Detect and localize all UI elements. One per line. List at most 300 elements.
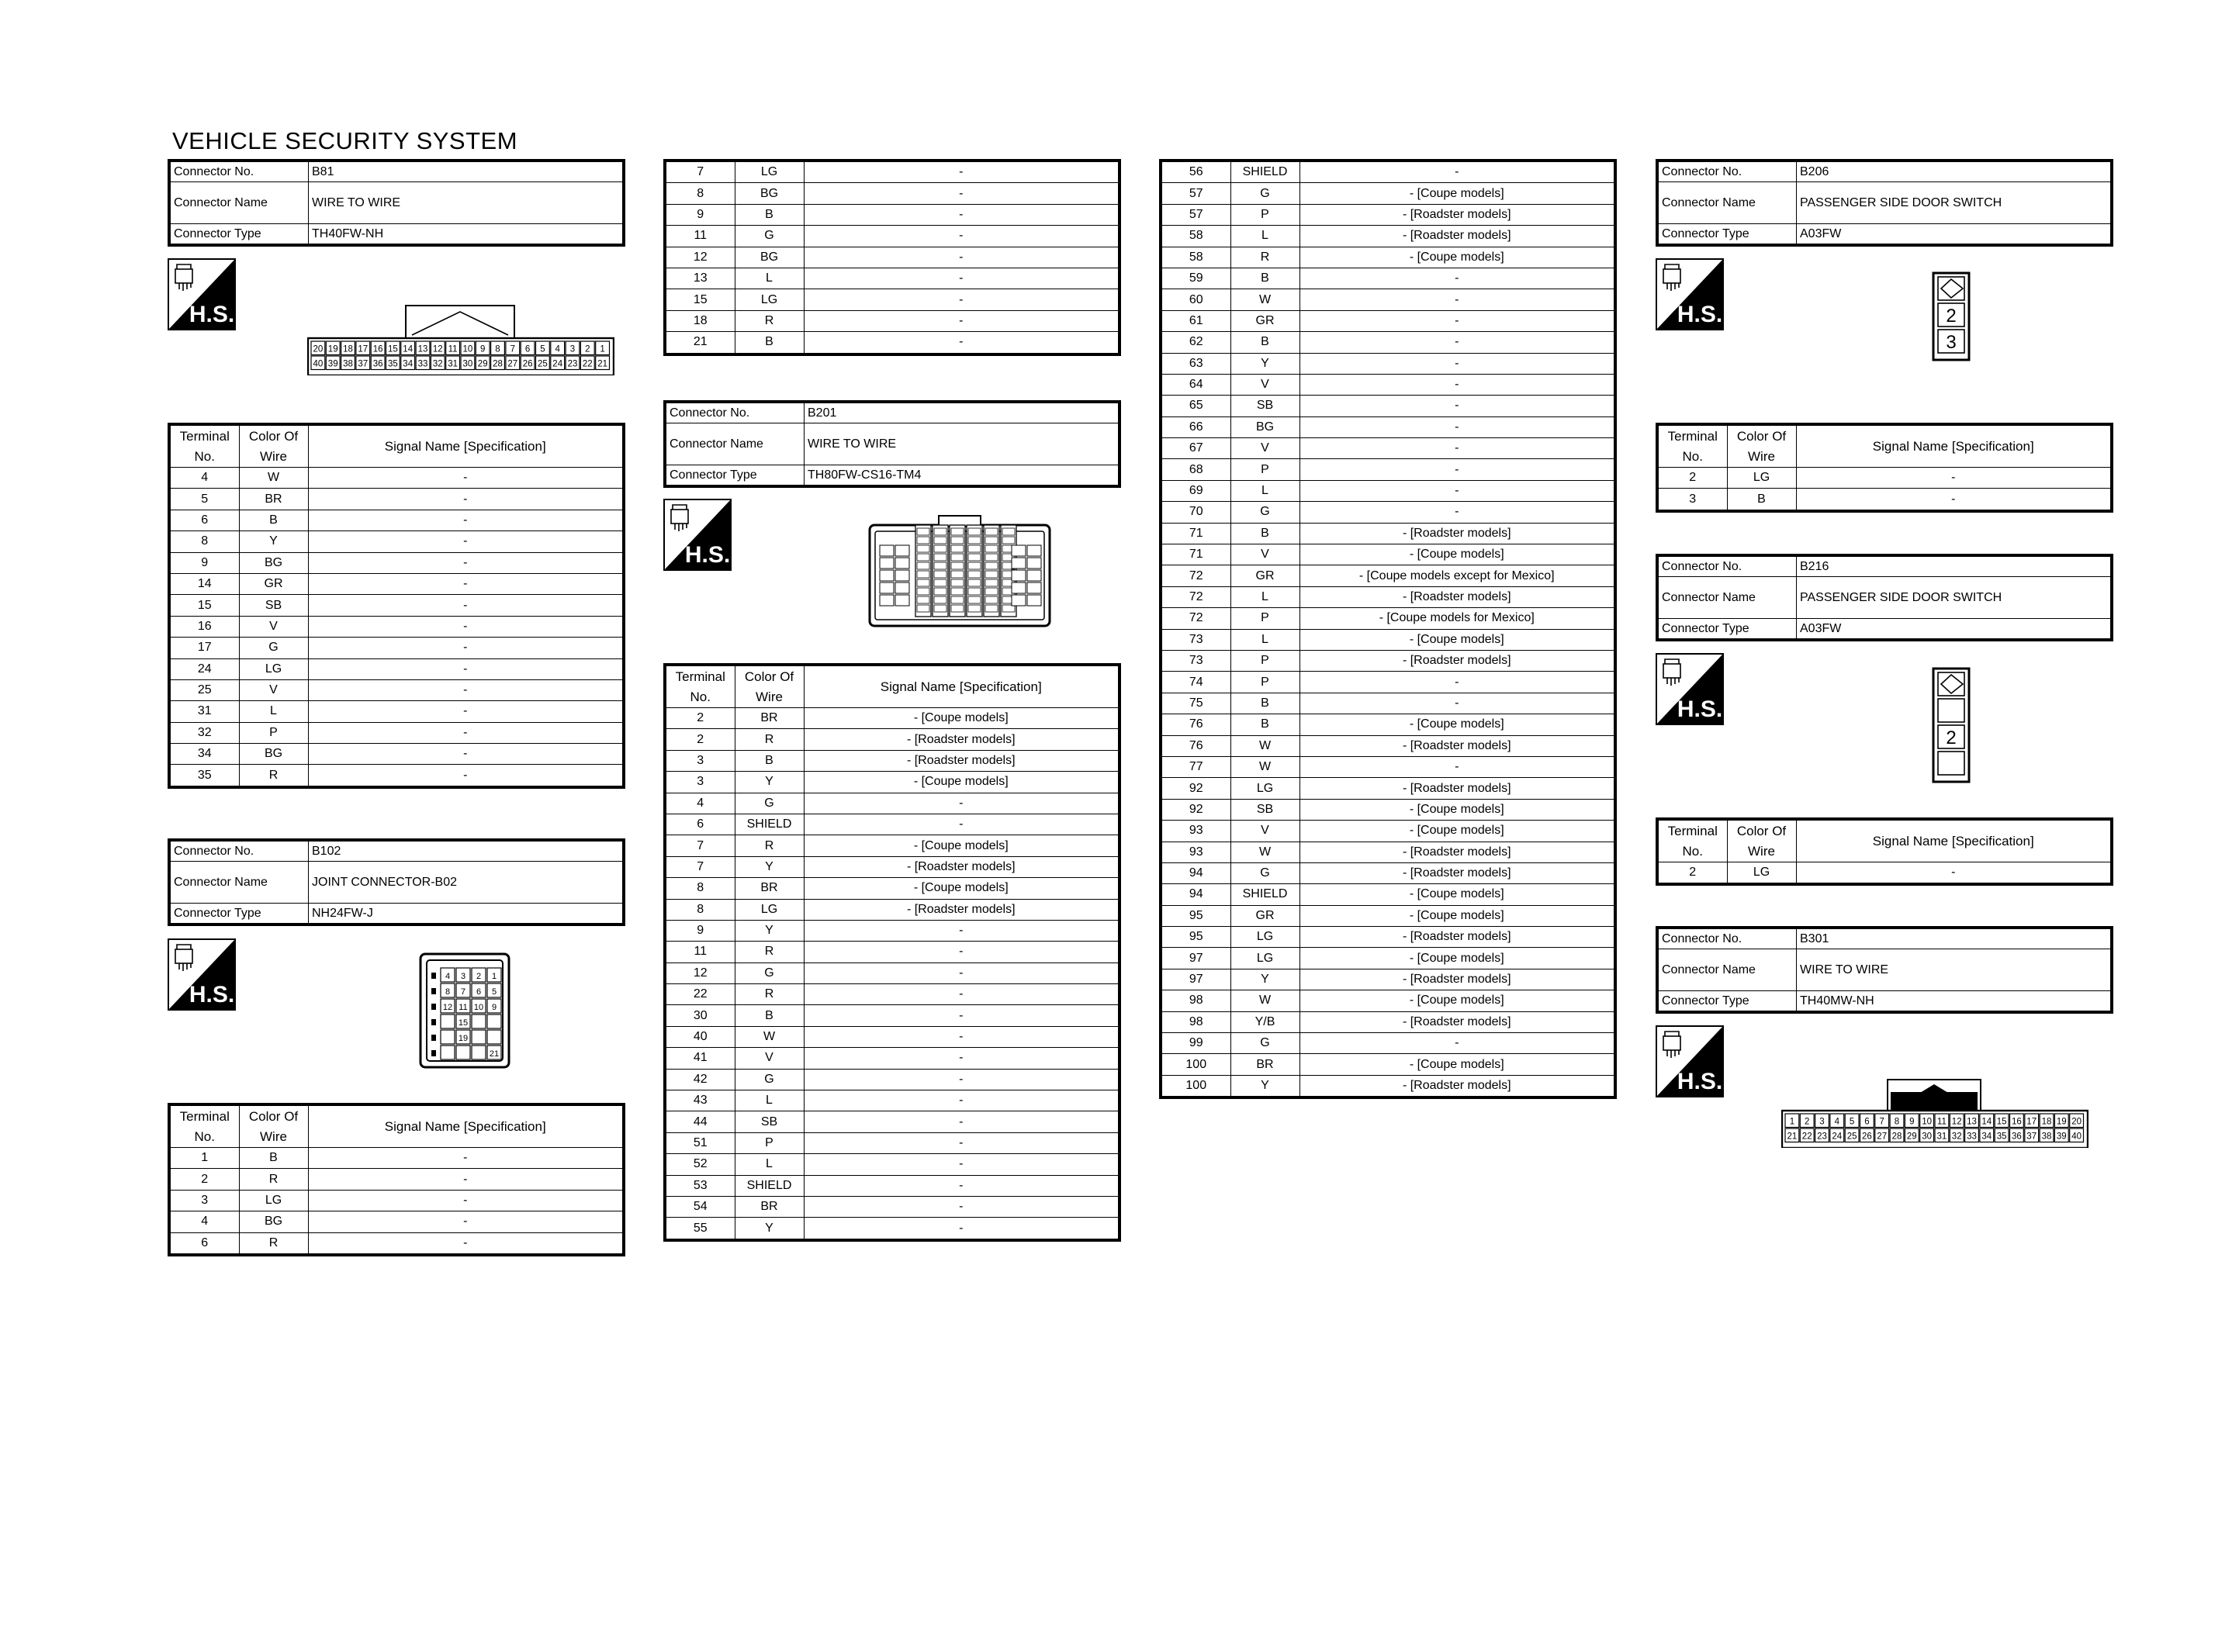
terminal-no: 43: [665, 1090, 735, 1111]
pin-number: 39: [2056, 1132, 2067, 1142]
signal-name: -: [1299, 459, 1615, 480]
table-row: [1161, 735, 1615, 756]
hs-label: H.S.: [189, 982, 235, 1007]
terminal-no: 93: [1161, 821, 1230, 842]
wire-color: BR: [735, 708, 804, 729]
signal-name: -: [804, 1090, 1120, 1111]
wire-color: L: [735, 1090, 804, 1111]
signal-name: -: [308, 701, 624, 722]
table-row: [665, 1175, 1120, 1196]
signal-name: -: [804, 1175, 1120, 1196]
pin-number: 20: [313, 344, 324, 354]
connector-no-label: Connector No.: [1657, 928, 1797, 949]
pin-number: 39: [327, 359, 338, 369]
pin-cell: [456, 1045, 470, 1059]
pin-number: 14: [403, 344, 414, 354]
signal-name: -: [804, 1196, 1120, 1217]
hs-label: H.S.: [1677, 696, 1723, 722]
terminal-no: 67: [1161, 438, 1230, 459]
pin-number: 6: [1864, 1117, 1870, 1127]
signal-name: -: [1299, 416, 1615, 437]
connector-diagram-b301: [1781, 1077, 2088, 1152]
table-row: [665, 310, 1120, 331]
terminal-no: 77: [1161, 756, 1230, 777]
wire-color: B: [1230, 268, 1299, 289]
signal-name: - [Coupe models except for Mexico]: [1299, 565, 1615, 586]
pin-number: 14: [1981, 1117, 1992, 1127]
pin-number: 7: [1879, 1117, 1884, 1127]
signal-name: -: [308, 722, 624, 743]
signal-name: -: [308, 1169, 624, 1190]
table-row: [1161, 183, 1615, 204]
wire-color: R: [735, 942, 804, 963]
signal-name: - [Coupe models]: [1299, 714, 1615, 735]
table-row: [1161, 650, 1615, 671]
terminal-no: 3: [169, 1190, 239, 1211]
signal-name: - [Roadster models]: [804, 729, 1120, 750]
terminal-no: 2: [1657, 468, 1727, 489]
wire-color: GR: [1230, 565, 1299, 586]
table-row: [1161, 416, 1615, 437]
pin-number: 19: [458, 1034, 469, 1043]
terminal-no: 72: [1161, 565, 1230, 586]
pin-number: 21: [489, 1049, 500, 1059]
wire-color: V: [1230, 544, 1299, 565]
table-row: [665, 226, 1120, 247]
hs-icon: [168, 258, 236, 330]
terminal-no: 58: [1161, 226, 1230, 247]
table-row: [169, 722, 624, 743]
pin-number: 34: [403, 359, 414, 369]
terminal-no: 99: [1161, 1033, 1230, 1054]
signal-name: -: [308, 468, 624, 489]
wire-color: SB: [735, 1111, 804, 1132]
signal-name: - [Roadster models]: [804, 899, 1120, 920]
pin-number: 20: [2071, 1117, 2082, 1127]
table-row: [1161, 629, 1615, 650]
signal-name: -: [804, 1048, 1120, 1069]
signal-name: -: [804, 814, 1120, 835]
table-row: [665, 332, 1120, 354]
wire-color: G: [1230, 862, 1299, 883]
signal-name: -: [308, 616, 624, 637]
pin-number: 30: [462, 359, 473, 369]
table-row: [665, 772, 1120, 793]
signal-name-header: Signal Name [Specification]: [1796, 424, 2112, 468]
table-row: [169, 765, 624, 787]
table-row: [1161, 608, 1615, 629]
signal-name: -: [1299, 289, 1615, 310]
wire-color: SB: [239, 595, 308, 616]
terminal-no: 59: [1161, 268, 1230, 289]
terminal-no: 68: [1161, 459, 1230, 480]
signal-name: -: [804, 1154, 1120, 1175]
wire-color: B: [735, 750, 804, 771]
connector-name-value: WIRE TO WIRE: [1797, 949, 2113, 991]
connector-no-value: B102: [309, 840, 625, 862]
wire-color: LG: [735, 289, 804, 310]
wire-color: BG: [735, 183, 804, 204]
table-row: [1161, 1033, 1615, 1054]
pin-number: 16: [372, 344, 383, 354]
pin-cell: [441, 1045, 455, 1059]
table-row: [665, 1048, 1120, 1069]
terminal-no: 4: [169, 1211, 239, 1232]
table-row: [1161, 862, 1615, 883]
signal-name: -: [308, 510, 624, 531]
signal-name: -: [804, 1069, 1120, 1090]
wire-color: BR: [1230, 1054, 1299, 1075]
connector-no-value: B201: [805, 402, 1120, 423]
wire-color: B: [1230, 523, 1299, 544]
terminal-table-b216: [1656, 817, 2113, 886]
signal-name: - [Roadster models]: [804, 856, 1120, 877]
signal-name: - [Coupe models]: [804, 772, 1120, 793]
table-row: [169, 701, 624, 722]
connector-no-value: B301: [1797, 928, 2113, 949]
terminal-no: 58: [1161, 247, 1230, 268]
signal-name: -: [308, 638, 624, 658]
table-row: [169, 1169, 624, 1190]
signal-name: - [Roadster models]: [1299, 1011, 1615, 1032]
table-row: [665, 729, 1120, 750]
signal-name: - [Coupe models]: [804, 708, 1120, 729]
terminal-no: 8: [665, 878, 735, 899]
signal-name: - [Coupe models]: [1299, 183, 1615, 204]
signal-name: - [Roadster models]: [1299, 735, 1615, 756]
pin-number: 28: [493, 359, 503, 369]
wire-color: P: [1230, 608, 1299, 629]
terminal-no: 7: [665, 835, 735, 856]
pin-number: 9: [479, 344, 486, 354]
signal-name: -: [804, 332, 1120, 354]
pin-number: 36: [2012, 1132, 2022, 1142]
signal-name: -: [308, 1211, 624, 1232]
terminal-no: 3: [665, 772, 735, 793]
table-row: [665, 1154, 1120, 1175]
terminal-no: 62: [1161, 332, 1230, 353]
pin-number: 18: [2041, 1117, 2052, 1127]
terminal-no: 52: [665, 1154, 735, 1175]
wire-color: G: [1230, 502, 1299, 523]
signal-name: -: [804, 289, 1120, 310]
table-row: [1161, 268, 1615, 289]
pin-number: 23: [567, 359, 578, 369]
table-row: [665, 708, 1120, 729]
signal-name: - [Coupe models]: [1299, 544, 1615, 565]
wire-color: BG: [239, 1211, 308, 1232]
wire-color: Y: [1230, 1075, 1299, 1097]
table-row: [1161, 204, 1615, 225]
terminal-no: 17: [169, 638, 239, 658]
pin-number: 32: [432, 359, 443, 369]
pin-number: 29: [1906, 1132, 1917, 1142]
table-row: [169, 744, 624, 765]
terminal-no: 9: [665, 204, 735, 225]
table-row: [1161, 821, 1615, 842]
page-title: VEHICLE SECURITY SYSTEM: [172, 127, 518, 154]
pin-number: 8: [445, 987, 451, 997]
pin-number: 40: [313, 359, 324, 369]
connector-info-b102: [168, 838, 625, 926]
table-row: [169, 1211, 624, 1232]
pin-number: 19: [327, 344, 338, 354]
signal-name: -: [308, 595, 624, 616]
signal-name: - [Coupe models]: [1299, 990, 1615, 1011]
table-row: [1657, 489, 2112, 511]
terminal-no: 13: [665, 268, 735, 289]
table-row: [1161, 778, 1615, 799]
wire-color: P: [1230, 650, 1299, 671]
signal-name: -: [804, 1026, 1120, 1047]
wire-color: L: [735, 1154, 804, 1175]
terminal-no: 57: [1161, 183, 1230, 204]
terminal-no: 95: [1161, 927, 1230, 948]
terminal-no-header: Terminal No.: [169, 1104, 239, 1148]
terminal-table-b206: [1656, 423, 2113, 513]
wire-color: B: [735, 1005, 804, 1026]
wire-color: R: [239, 765, 308, 787]
signal-name: -: [308, 744, 624, 765]
connector-type-label: Connector Type: [1657, 991, 1797, 1013]
pin-number: 5: [540, 344, 545, 354]
pin-number: 21: [1787, 1132, 1798, 1142]
pin-number: 6: [524, 344, 531, 354]
wire-color: Y: [735, 920, 804, 941]
pin-number: 10: [462, 344, 473, 354]
terminal-no: 9: [169, 552, 239, 573]
signal-name: - [Coupe models]: [1299, 1054, 1615, 1075]
terminal-no: 3: [665, 750, 735, 771]
hs-icon: [1656, 653, 1724, 725]
wire-color: V: [239, 679, 308, 700]
pin-number: 1: [491, 972, 497, 981]
pin-number: 3: [1946, 332, 1957, 353]
pin-number: 11: [1936, 1117, 1947, 1127]
pin-number: 37: [358, 359, 369, 369]
terminal-no: 70: [1161, 502, 1230, 523]
table-row: [1161, 693, 1615, 714]
table-row: [665, 878, 1120, 899]
wire-color: V: [239, 616, 308, 637]
wire-color: R: [239, 1232, 308, 1255]
wire-color: B: [1230, 332, 1299, 353]
table-row: [665, 1196, 1120, 1217]
terminal-no: 16: [169, 616, 239, 637]
signal-name: -: [1299, 161, 1615, 183]
terminal-no: 76: [1161, 735, 1230, 756]
wire-color: GR: [1230, 310, 1299, 331]
terminal-no: 60: [1161, 289, 1230, 310]
wire-color: SHIELD: [1230, 161, 1299, 183]
pin-number: 24: [552, 359, 563, 369]
terminal-no: 92: [1161, 799, 1230, 820]
terminal-no: 98: [1161, 990, 1230, 1011]
connector-no-label: Connector No.: [169, 840, 309, 862]
terminal-no: 95: [1161, 905, 1230, 926]
pin-number: 5: [1849, 1117, 1855, 1127]
pin-number: 13: [1967, 1117, 1977, 1127]
wire-color: BG: [735, 247, 804, 268]
signal-name: -: [308, 1190, 624, 1211]
signal-name: - [Coupe models]: [804, 835, 1120, 856]
terminal-no: 76: [1161, 714, 1230, 735]
signal-name: -: [308, 679, 624, 700]
pin-cell: [441, 1014, 455, 1028]
wire-color: LG: [1230, 948, 1299, 969]
connector-diagram-b206: [1932, 271, 1971, 365]
wire-color: L: [1230, 226, 1299, 247]
hs-label: H.S.: [1677, 302, 1723, 327]
terminal-no-header: Terminal No.: [1657, 424, 1727, 468]
wire-color: Y: [735, 856, 804, 877]
wire-color: G: [1230, 1033, 1299, 1054]
signal-name: -: [804, 1132, 1120, 1153]
terminal-no: 97: [1161, 969, 1230, 990]
signal-name: - [Roadster models]: [1299, 650, 1615, 671]
table-row: [665, 289, 1120, 310]
terminal-no: 3: [1657, 489, 1727, 511]
signal-name: -: [1299, 374, 1615, 395]
wire-color: Y: [239, 531, 308, 552]
pin-number: 11: [459, 1003, 468, 1012]
signal-name: -: [804, 161, 1120, 183]
signal-name: - [Roadster models]: [1299, 842, 1615, 862]
table-row: [169, 552, 624, 573]
table-row: [169, 638, 624, 658]
pin-number: 33: [417, 359, 428, 369]
connector-name-label: Connector Name: [169, 182, 309, 224]
terminal-no: 73: [1161, 629, 1230, 650]
pin-number: 26: [1862, 1132, 1872, 1142]
signal-name: - [Roadster models]: [1299, 778, 1615, 799]
wire-color: B: [1230, 714, 1299, 735]
terminal-no: 2: [665, 708, 735, 729]
pin-number: 38: [2041, 1132, 2052, 1142]
connector-name-value: PASSENGER SIDE DOOR SWITCH: [1797, 182, 2113, 224]
signal-name: -: [804, 920, 1120, 941]
wire-color: SB: [1230, 396, 1299, 416]
hs-icon: [1656, 258, 1724, 330]
connector-diagram-b81: [307, 304, 614, 379]
terminal-no: 7: [665, 161, 735, 183]
signal-name: - [Roadster models]: [1299, 586, 1615, 607]
pin-number: 22: [582, 359, 593, 369]
table-row: [1161, 502, 1615, 523]
signal-name: - [Coupe models]: [1299, 247, 1615, 268]
terminal-no: 55: [665, 1218, 735, 1240]
wire-color: Y: [1230, 969, 1299, 990]
connector-name-label: Connector Name: [665, 423, 805, 465]
signal-name: -: [1299, 268, 1615, 289]
pin-number: 34: [1981, 1132, 1992, 1142]
hs-icon: [1656, 1025, 1724, 1097]
terminal-no-header: Terminal No.: [169, 424, 239, 468]
pin-number: 30: [1922, 1132, 1932, 1142]
pin-number: 15: [458, 1018, 469, 1028]
wire-color: Y: [1230, 353, 1299, 374]
pin-number: 28: [1891, 1132, 1902, 1142]
signal-name: -: [1299, 1033, 1615, 1054]
table-row: [169, 658, 624, 679]
table-row: [1161, 586, 1615, 607]
wire-color: B: [735, 332, 804, 354]
terminal-table-b81: [168, 423, 625, 789]
wire-color: BG: [239, 552, 308, 573]
signal-name-header: Signal Name [Specification]: [308, 1104, 624, 1148]
table-row: [1161, 969, 1615, 990]
terminal-no: 6: [665, 814, 735, 835]
terminal-no: 12: [665, 247, 735, 268]
connector-no-label: Connector No.: [1657, 555, 1797, 577]
signal-name: - [Coupe models]: [1299, 884, 1615, 905]
table-row: [1161, 1054, 1615, 1075]
wire-color: Y: [735, 1218, 804, 1240]
table-row: [1161, 927, 1615, 948]
terminal-no: 2: [1657, 862, 1727, 885]
table-row: [1657, 468, 2112, 489]
wire-color: SHIELD: [1230, 884, 1299, 905]
connector-type-value: TH80FW-CS16-TM4: [805, 465, 1120, 487]
connector-info-b216: [1656, 554, 2113, 641]
terminal-no: 44: [665, 1111, 735, 1132]
pin-number: 9: [491, 1003, 497, 1012]
pin-number: 7: [510, 344, 516, 354]
table-row: [665, 1111, 1120, 1132]
wire-color: GR: [1230, 905, 1299, 926]
connector-name-label: Connector Name: [169, 862, 309, 904]
connector-diagram-b201: [867, 514, 1054, 636]
pin-cell: [472, 1045, 486, 1059]
signal-name: -: [804, 247, 1120, 268]
signal-name: -: [1299, 672, 1615, 693]
connector-no-label: Connector No.: [1657, 161, 1797, 182]
terminal-no: 18: [665, 310, 735, 331]
signal-name: -: [804, 984, 1120, 1005]
wire-color: LG: [239, 1190, 308, 1211]
pin-number: 2: [1946, 728, 1957, 748]
pin-number: 17: [2026, 1117, 2037, 1127]
signal-name: -: [804, 793, 1120, 814]
table-row: [1161, 523, 1615, 544]
wire-color: B: [239, 510, 308, 531]
wire-color: L: [1230, 629, 1299, 650]
pin-number: 1: [600, 344, 605, 354]
table-row: [1161, 353, 1615, 374]
terminal-no: 6: [169, 510, 239, 531]
connector-no-value: B81: [309, 161, 625, 182]
pin-cell: [1938, 699, 1964, 722]
terminal-no: 24: [169, 658, 239, 679]
pin-number: 36: [372, 359, 383, 369]
terminal-no: 100: [1161, 1075, 1230, 1097]
signal-name: -: [1299, 438, 1615, 459]
color-of-wire-header: Color Of Wire: [239, 1104, 308, 1148]
pin-number: 7: [460, 987, 466, 997]
pin-number: 3: [1819, 1117, 1825, 1127]
table-row: [665, 1069, 1120, 1090]
signal-name: -: [804, 1005, 1120, 1026]
wire-color: LG: [735, 161, 804, 183]
pin-number: 40: [2071, 1132, 2082, 1142]
signal-name: - [Roadster models]: [1299, 862, 1615, 883]
terminal-no: 93: [1161, 842, 1230, 862]
table-row: [1161, 544, 1615, 565]
pin-number: 24: [1832, 1132, 1843, 1142]
wire-color: G: [735, 793, 804, 814]
wire-color: V: [1230, 821, 1299, 842]
terminal-no: 97: [1161, 948, 1230, 969]
